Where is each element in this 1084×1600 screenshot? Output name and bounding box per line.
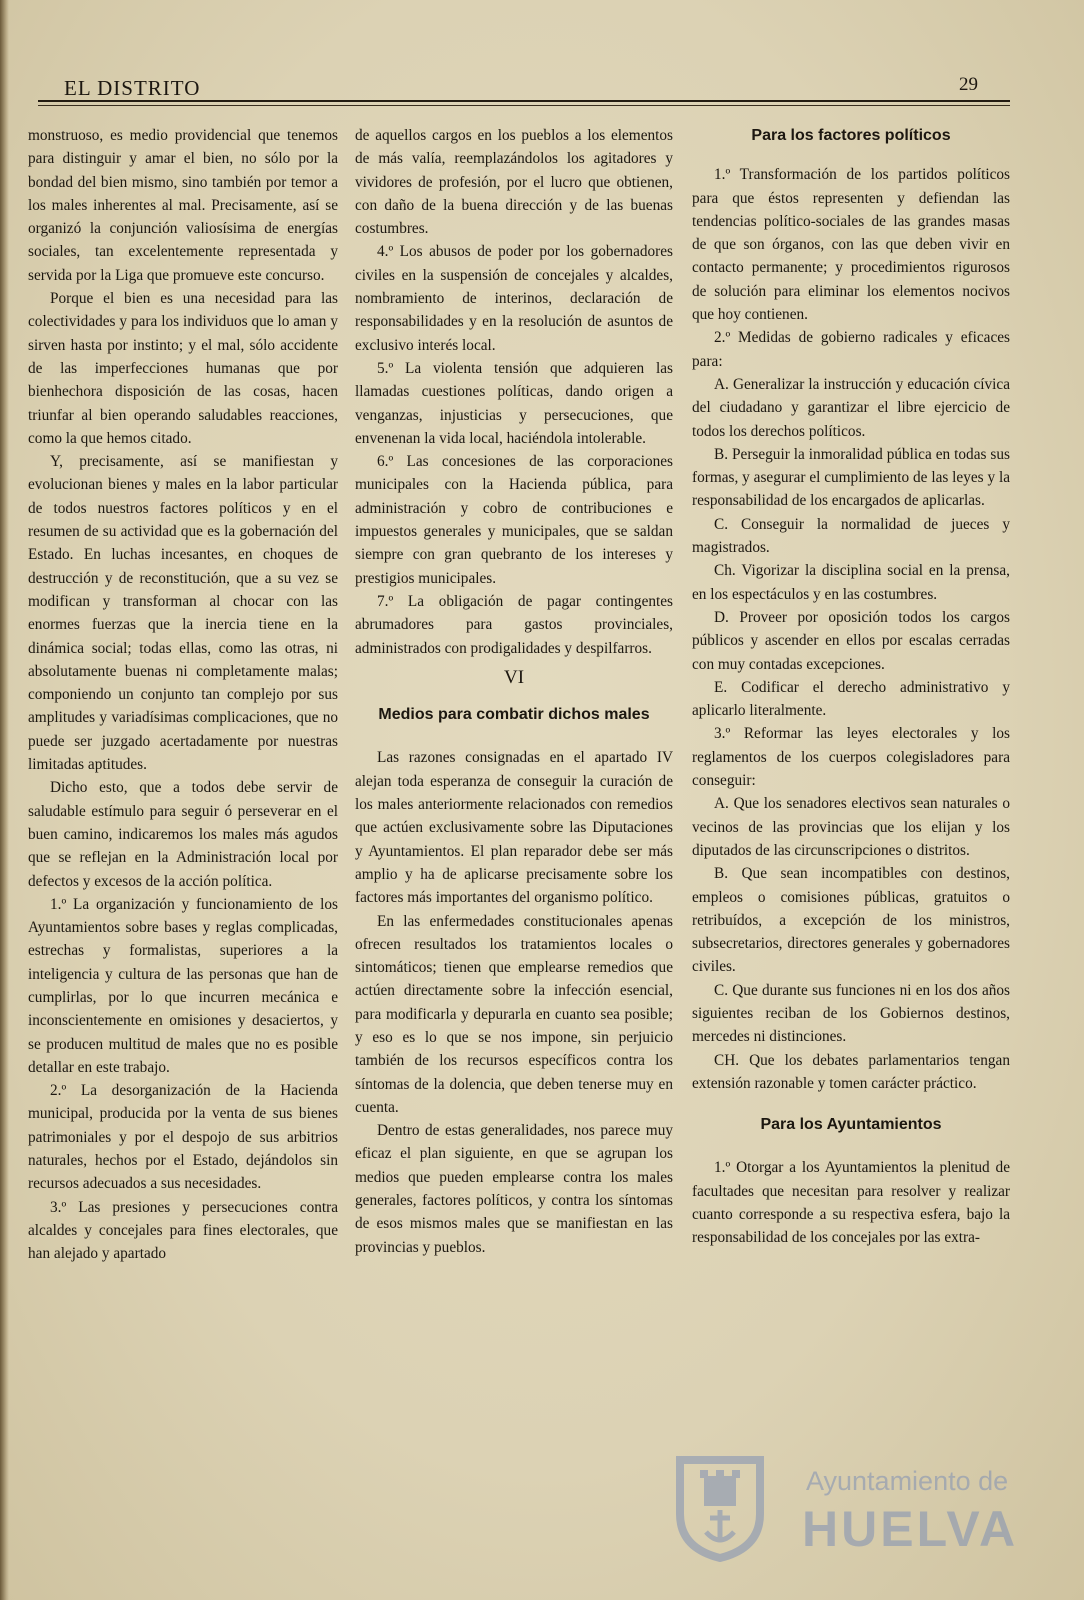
paragraph: Las razones consignadas en el apartado IV alejan toda esperanza de conseguir la curación de los males anteriormente relacionados con remedios que actúen exclusivamente sobre las Diputaciones y Ayuntamientos. El plan reparador debe ser más amplio y ha de aplicarse precisamente sobre los factores más importantes del organismo político. <box>355 749 673 907</box>
list-item: B. Perseguir la inmoralidad pública en todas sus formas, y asegurar el cumplimiento de las leyes y la responsabilidad de los encargados de aplicarlas. <box>692 445 1010 510</box>
list-item: E. Codificar el derecho administrativo y aplicarlo literalmente. <box>692 678 1010 720</box>
list-item: 4.º Los abusos de poder por los gobernadores civiles en la suspensión de concejales y alcaldes, nombramiento de interinos, declaración de responsabilidades y en la resolución de asuntos de exclusivo interés local. <box>355 243 673 354</box>
running-header <box>38 72 1010 112</box>
paragraph: Dentro de estas generalidades, nos parece muy eficaz el plan siguiente, en que se agrupan los medios que pueden emplearse contra los males generales, factores políticos, y contra los síntomas de esos mismos males que se manifiestan en las provincias y pueblos. <box>355 1122 673 1256</box>
page-number: 29 <box>959 74 978 95</box>
list-item: 3.º Reformar las leyes electorales y los reglamentos de los cuerpos colegisladores para conseguir: <box>692 725 1010 790</box>
list-item: CH. Que los debates parlamentarios tengan extensión razonable y tomen carácter práctico. <box>692 1051 1010 1092</box>
list-item: C. Conseguir la normalidad de jueces y magistrados. <box>692 515 1010 557</box>
list-item: D. Proveer por oposición todos los cargos públicos y ascender en ellos por escalas cerradas con muy contadas excepciones. <box>692 608 1010 673</box>
section-heading-ayuntamientos: Para los Ayuntamientos <box>760 1116 942 1134</box>
list-item: 2.º Medidas de gobierno radicales y eficaces para: <box>692 329 1010 370</box>
header-rule-thin <box>38 105 1010 106</box>
section-heading-factores: Para los factores políticos <box>751 127 951 144</box>
section-numeral: VI <box>503 666 525 688</box>
text-column-3 <box>692 124 1010 1494</box>
watermark-line-1: Ayuntamiento de <box>806 1466 1009 1496</box>
text-column-1 <box>28 124 338 1494</box>
watermark-ayuntamiento-huelva <box>668 1448 1019 1578</box>
paragraph: monstruoso, es medio providencial que tenemos para distinguir y amar el bien, no sólo por la bondad del bien mismo, sino también por temor a los males inherentes al mal. Precisamente, así se organizó la conjunción valiosísima de energías sociales, tan excelentemente representada y servida por la Liga que promueve este concurso. <box>28 127 338 284</box>
list-item: Ch. Vigorizar la disciplina social en la prensa, en los espectáculos y en las costumbres. <box>692 562 1010 603</box>
list-item: 5.º La violenta tensión que adquieren las llamadas cuestiones políticas, dando origen a venganzas, injusticias y persecuciones, que envenenan la vida local, haciéndola intolerable. <box>355 359 673 447</box>
text-column-2 <box>355 124 673 1494</box>
paragraph: de aquellos cargos en los pueblos a los elementos de más valía, reemplazándolos los agitadores y vividores de profesión, por el lucro que obtienen, con daño de la buena dirección y de las buenas costumbres. <box>355 127 673 238</box>
list-item: 3.º Las presiones y persecuciones contra alcaldes y concejales para fines electorales, que han alejado y apartado <box>28 1198 338 1263</box>
list-item: 6.º Las concesiones de las corporaciones municipales con la Hacienda pública, para administración y cobro de contribuciones e impuestos generales y municipales, que se saldan siempre con gran quebranto de los intereses y prestigios municipales. <box>355 453 673 587</box>
list-item: B. Que sean incompatibles con destinos, empleos o comisiones públicas, gratuitos o retribuídos, a excepción de los ministros, subsecretarios, directores generales y gobernadores civiles. <box>692 865 1010 976</box>
header-rule <box>38 100 1010 102</box>
paragraph: Y, precisamente, así se manifiestan y evolucionan bienes y males en la labor particular de todos nuestros factores políticos y en el resumen de su actividad que es la gobernación del Estado. En luchas incesantes, en choques de destrucción y de reconstitución, que a su vez se modifican y transforman al chocar con las enormes fuerzas que la inercia tiene en la dinámica social; todas ellas, como las otras, ni absolutamente buenas ni completamente malas; componiendo un conjunto tan complejo por sus amplitudes y variadísimas complicaciones, que no puede ser juzgado acertadamente por nuestras limitadas aptitudes. <box>28 453 338 774</box>
paragraph: Dicho esto, que a todos debe servir de saludable estímulo para seguir ó perseverar en el buen camino, indicaremos los males más agudos que se reflejan en la Administración local por defectos y excesos de la acción política. <box>28 779 338 890</box>
journal-title: EL DISTRITO <box>64 76 201 100</box>
list-item: 1.º Transformación de los partidos políticos para que éstos representen y defiendan las tendencias político-sociales de las grandes masas de que son órganos, con las que deben vivir en contacto permanente; y procedimientos rigurosos de solución para eliminar los elementos nocivos que hoy contienen. <box>692 166 1010 324</box>
list-item: C. Que durante sus funciones ni en los dos años siguientes reciban de los Gobiernos destinos, mercedes ni distinciones. <box>692 981 1010 1046</box>
paragraph: Porque el bien es una necesidad para las colectividades y para los individuos que lo aman y sirven hasta por instinto; y el mal, sólo accidente de las imperfecciones humanas que por bienhechora disposición de las cosas, hacen triunfar al bien operando saludables reacciones, como la que hemos citado. <box>28 290 338 447</box>
list-item: 2.º La desorganización de la Hacienda municipal, producida por la venta de sus bienes patrimoniales y por el despojo de sus arbitrios naturales, hechos por el Estado, dejándolos sin recursos adecuados a sus necesidades. <box>28 1082 338 1193</box>
watermark-line-2: HUELVA <box>802 1501 1019 1557</box>
page-binding-edge <box>0 0 9 1600</box>
list-item: 1.º La organización y funcionamiento de los Ayuntamientos sobre bases y reglas complicadas, estrechas y formalistas, superiores a la inteligencia y cultura de las personas que han de cumplirlas, por lo que incurren mecánica e inconscientemente en omisiones y desaciertos, y se producen multitud de males que no es posible detallar en este trabajo. <box>28 895 338 1076</box>
list-item: 1.º Otorgar a los Ayuntamientos la plenitud de facultades que necesitan para resolver y realizar cuanto corresponde a su respectiva esfera, bajo la responsabilidad de los concejales por las extra- <box>692 1159 1010 1247</box>
paragraph: En las enfermedades constitucionales apenas ofrecen resultados los tratamientos locales o sintomáticos; tienen que emplearse remedios que actúen directamente sobre la infección esencial, para modificarla y depurarla en cuanto sea posible; y eso es lo que se nos impone, sin perjuicio también de los recursos específicos contra los síntomas de la dolencia, que deben tenerse muy en cuenta. <box>355 912 673 1116</box>
list-item: 7.º La obligación de pagar contingentes abrumadores para gastos provinciales, administrados con prodigalidades y despilfarros. <box>355 592 673 657</box>
list-item: A. Generalizar la instrucción y educación cívica del ciudadano y garantizar el libre ejercicio de todos los derechos políticos. <box>692 375 1010 440</box>
section-heading: Medios para combatir dichos males <box>378 706 650 724</box>
list-item: A. Que los senadores electivos sean naturales o vecinos de las provincias que los elijan y los diputados de las circunscripciones o distritos. <box>692 795 1010 859</box>
city-seal-icon <box>670 1452 770 1562</box>
